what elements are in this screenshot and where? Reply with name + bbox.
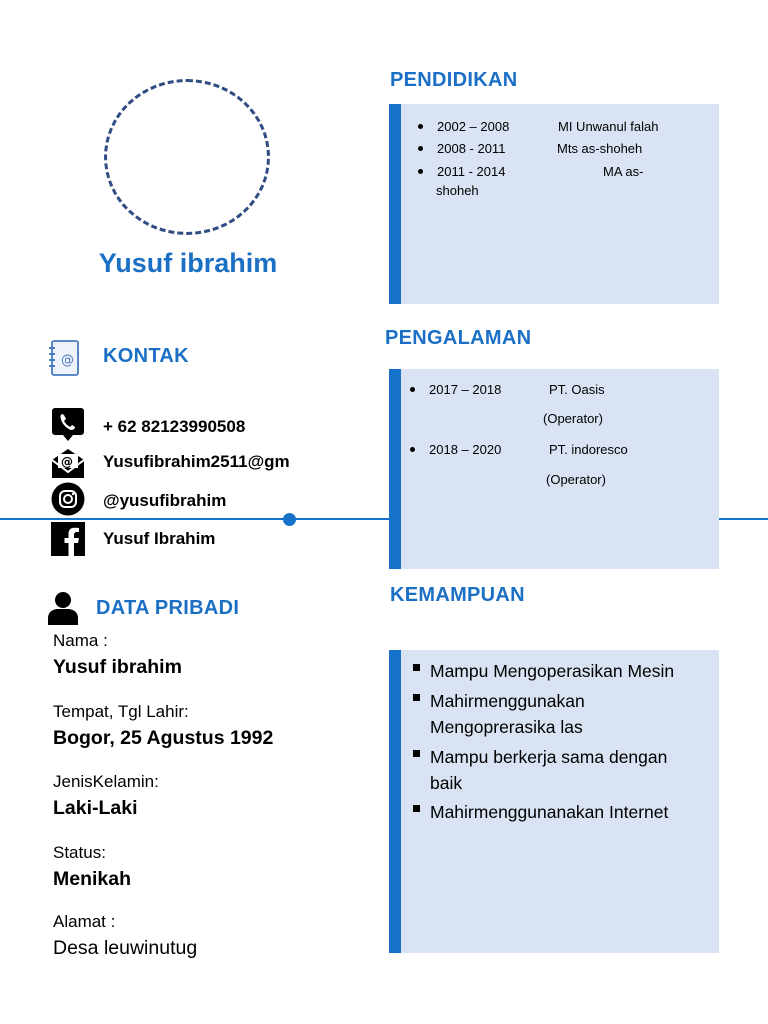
experience-item-company: PT. indoresco	[549, 442, 628, 457]
education-section-title: PENDIDIKAN	[390, 69, 518, 91]
timeline-dot	[283, 513, 296, 526]
list-item	[413, 744, 713, 796]
skill-text: Mampu berkerja sama dengan baik	[430, 747, 668, 793]
person-icon	[47, 591, 79, 625]
list-item	[413, 658, 713, 684]
education-item-school: Mts as-shoheh	[557, 141, 643, 156]
contact-facebook: Yusuf Ibrahim	[103, 529, 216, 548]
experience-item-role: (Operator)	[546, 472, 606, 487]
experience-item-role: (Operator)	[543, 411, 603, 426]
field-value-birth: Bogor, 25 Agustus 1992	[53, 727, 274, 749]
education-item-years: 2008 - 2011	[418, 141, 505, 156]
email-icon	[50, 446, 86, 480]
skill-text: Mahirmenggunakan Mengoprerasika las	[430, 691, 585, 737]
field-label-gender: JenisKelamin:	[53, 772, 159, 791]
svg-text:@: @	[61, 455, 73, 469]
education-accent-bar	[389, 104, 401, 304]
education-item-school: MI Unwanul falah	[558, 119, 659, 134]
phone-icon	[51, 406, 85, 442]
experience-accent-bar	[389, 369, 401, 569]
education-item-school-cont: shoheh	[436, 183, 479, 198]
profile-photo-placeholder	[104, 79, 270, 235]
personal-section-title: DATA PRIBADI	[96, 597, 240, 619]
svg-text:@: @	[61, 353, 74, 368]
experience-item-years: 2018 – 2020	[410, 442, 501, 457]
field-label-birth: Tempat, Tgl Lahir:	[53, 702, 189, 721]
experience-section-title: PENGALAMAN	[385, 327, 532, 349]
experience-item-company: PT. Oasis	[549, 382, 605, 397]
field-value-status: Menikah	[53, 868, 132, 890]
education-panel	[389, 104, 719, 304]
instagram-icon	[51, 482, 85, 516]
field-label-address: Alamat :	[53, 912, 116, 931]
list-item	[413, 688, 713, 740]
skills-list	[413, 658, 713, 825]
skills-section-title: KEMAMPUAN	[390, 584, 525, 606]
list-item	[413, 799, 713, 825]
field-value-name: Yusuf ibrahim	[53, 656, 182, 678]
education-item-school: MA as-	[603, 164, 644, 179]
field-value-address: Desa leuwinutug	[53, 937, 198, 959]
contact-section-title: KONTAK	[103, 345, 189, 367]
skills-accent-bar	[389, 650, 401, 953]
contact-email: Yusufibrahim2511@gm	[103, 452, 290, 471]
experience-panel	[389, 369, 719, 569]
field-label-name: Nama :	[53, 631, 108, 650]
contact-instagram: @yusufibrahim	[103, 491, 227, 510]
education-item-years: 2011 - 2014	[418, 164, 505, 179]
address-book-icon	[47, 339, 83, 377]
facebook-icon	[51, 522, 85, 556]
contact-phone: + 62 82123990508	[103, 417, 246, 436]
skill-text: Mahirmenggunanakan Internet	[430, 802, 669, 822]
field-label-status: Status:	[53, 843, 106, 862]
profile-name: Yusuf ibrahim	[98, 248, 278, 278]
skill-text: Mampu Mengoperasikan Mesin	[430, 661, 675, 681]
field-value-gender: Laki-Laki	[53, 797, 138, 819]
education-item-years: 2002 – 2008	[418, 119, 509, 134]
experience-item-years: 2017 – 2018	[410, 382, 501, 397]
